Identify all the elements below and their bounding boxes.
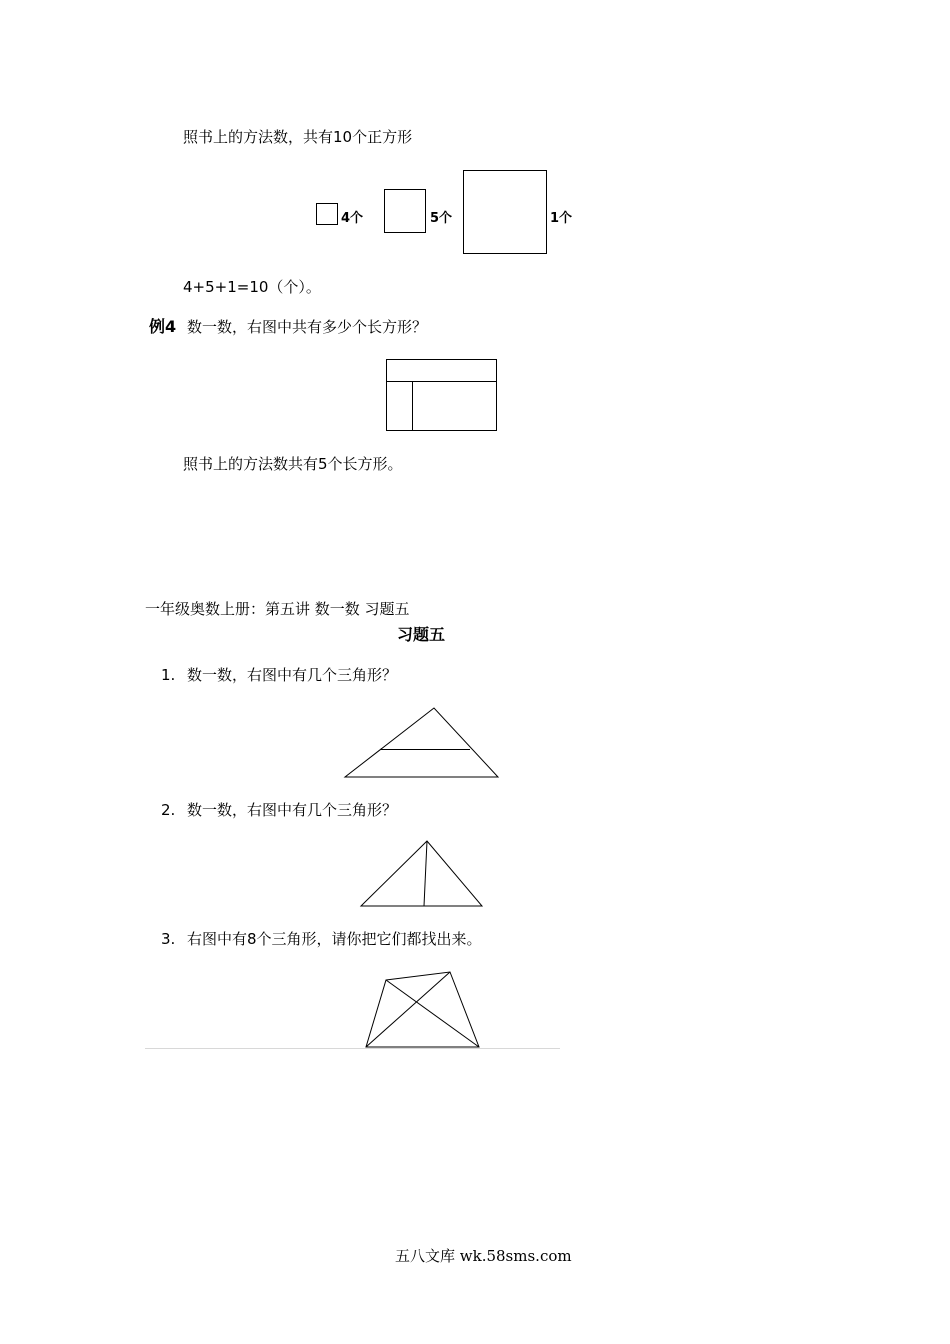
example4-tag: 例4 [149,317,177,336]
footer-text: 五八文库 wk.58sms.com [395,1247,572,1265]
example4-question: 数一数，右图中共有多少个长方形？ [187,318,428,336]
exercise-1-text: 数一数，右图中有几个三角形？ [187,666,398,684]
exercise-3-text: 右图中有8个三角形，请你把它们都找出来。 [187,930,482,948]
small-square-label: 4个 [341,211,364,226]
intro-text: 照书上的方法数，共有10个正方形 [183,128,413,146]
exercise-2-text: 数一数，右图中有几个三角形？ [187,801,398,819]
section-header: 一年级奥数上册：第五讲 数一数 习题五 [145,600,410,618]
exercise-title: 习题五 [397,625,446,644]
large-square-label: 1个 [550,211,573,226]
exercise-2-number: 2. [161,801,176,819]
example4-answer: 照书上的方法数共有5个长方形。 [183,455,403,473]
equation-text: 4+5+1=10（个）。 [183,278,321,296]
exercise-1-number: 1. [161,666,176,684]
medium-square-label: 5个 [430,211,453,226]
exercise-3-number: 3. [161,930,176,948]
